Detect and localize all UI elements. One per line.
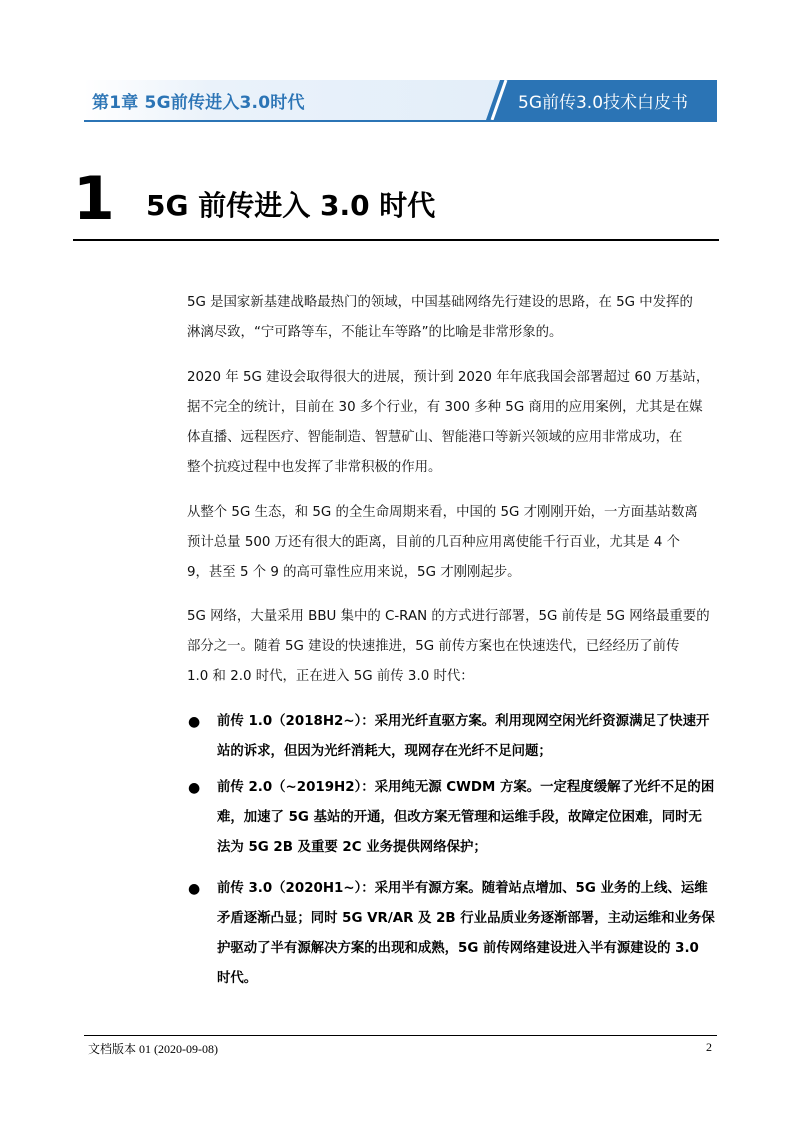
footer-rule <box>84 1035 717 1036</box>
paragraph-line: 从整个 5G 生态，和 5G 的全生命周期来看，中国的 5G 才刚刚开始，一方面基站数离 <box>187 505 698 520</box>
chapter-title: 5G 前传进入 3.0 时代 <box>146 189 436 222</box>
paragraph-line: 体直播、远程医疗、智能制造、智慧矿山、智能港口等新兴领域的应用非常成功，在 <box>187 430 683 445</box>
bullet-dot-icon: ● <box>188 780 201 796</box>
paragraph-line: 5G 是国家新基建战略最热门的领域，中国基础网络先行建设的思路，在 5G 中发挥的 <box>187 295 693 310</box>
bullet-line: 前传 1.0（2018H2~）：采用光纤直驱方案。利用现网空闲光纤资源满足了快速开 <box>217 714 710 729</box>
paragraph-line: 1.0 和 2.0 时代，正在进入 5G 前传 3.0 时代： <box>187 669 474 684</box>
bullet-dot-icon: ● <box>188 881 201 897</box>
bullet-line: 前传 2.0（~2019H2）：采用纯无源 CWDM 方案。一定程度缓解了光纤不足的困 <box>217 780 715 795</box>
footer-page-number: 2 <box>706 1040 712 1054</box>
body-paragraph-3 <box>187 498 719 588</box>
paragraph-line: 部分之一。随着 5G 建设的快速推进，5G 前传方案也在快速迭代，已经经历了前传 <box>187 639 680 654</box>
bullet-line: 难，加速了 5G 基站的开通，但改方案无管理和运维手段，故障定位困难，同时无 <box>217 810 702 825</box>
chapter-heading <box>73 162 719 242</box>
paragraph-line: 5G 网络，大量采用 BBU 集中的 C-RAN 的方式进行部署，5G 前传是 5G 网络最重要的 <box>187 609 710 624</box>
header-chapter-title: 第1章 5G前传进入3.0时代 <box>92 93 305 113</box>
bullet-line: 时代。 <box>217 971 258 986</box>
bullet-body <box>187 707 719 767</box>
body-paragraph-4 <box>187 602 719 692</box>
bullet-body <box>187 773 719 863</box>
bullet-item-2 <box>187 773 719 863</box>
paragraph-line: 据不完全的统计，目前在 30 多个行业，有 300 多种 5G 商用的应用案例，尤其是在媒 <box>187 400 703 415</box>
body-paragraph-1 <box>187 288 719 348</box>
bullet-item-3 <box>187 874 719 994</box>
bullet-line: 站的诉求，但因为光纤消耗大，现网存在光纤不足问题； <box>217 744 552 759</box>
paragraph-line: 预计总量 500 万还有很大的距离，目前的几百种应用离使能千行百业，尤其是 4 个 <box>187 535 680 550</box>
bullet-dot-icon: ● <box>188 714 201 730</box>
page-header <box>84 80 717 122</box>
header-book-title: 5G前传3.0技术白皮书 <box>518 93 689 113</box>
bullet-line: 护驱动了半有源解决方案的出现和成熟，5G 前传网络建设进入半有源建设的 3.0 <box>217 941 699 956</box>
paragraph-line: 淋漓尽致，“宁可路等车，不能让车等路”的比喻是非常形象的。 <box>187 325 563 340</box>
bullet-line: 法为 5G 2B 及重要 2C 业务提供网络保护； <box>217 840 487 855</box>
header-left-band <box>84 80 504 120</box>
bullet-line: 前传 3.0（2020H1~）：采用半有源方案。随着站点增加、5G 业务的上线、运维 <box>217 881 708 896</box>
chapter-number: 1 <box>73 164 115 234</box>
body-paragraph-2 <box>187 363 719 483</box>
header-rule <box>84 120 717 122</box>
bullet-item-1 <box>187 707 719 767</box>
header-right-band <box>486 80 717 120</box>
paragraph-line: 9，甚至 5 个 9 的高可靠性应用来说，5G 才刚刚起步。 <box>187 565 521 580</box>
footer-document-version: 文档版本 01 (2020-09-08) <box>88 1042 218 1056</box>
bullet-line: 矛盾逐渐凸显；同时 5G VR/AR 及 2B 行业品质业务逐渐部署，主动运维和业务保 <box>217 911 715 926</box>
bullet-body <box>187 874 719 994</box>
paragraph-line: 整个抗疫过程中也发挥了非常积极的作用。 <box>187 460 442 475</box>
paragraph-line: 2020 年 5G 建设会取得很大的进展，预计到 2020 年年底我国会部署超过 60 万基站， <box>187 370 710 385</box>
chapter-rule <box>73 239 719 241</box>
